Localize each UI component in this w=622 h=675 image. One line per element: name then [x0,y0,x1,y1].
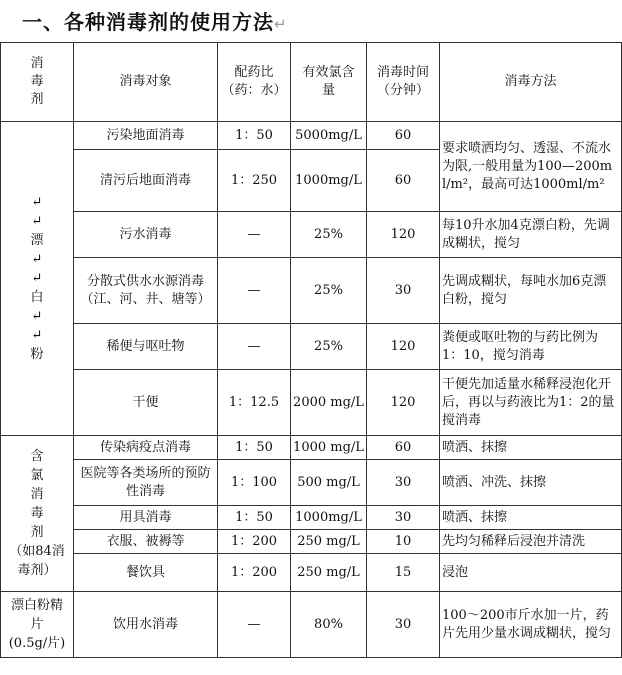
title-text: 一、各种消毒剂的使用方法 [22,10,274,34]
ratio-cell: — [218,324,291,370]
time-cell: 60 [367,150,440,212]
ratio-cell: 1：50 [218,436,291,460]
table-row [1,436,622,460]
time-cell: 120 [367,212,440,258]
method-cell: 先调成糊状，每吨水加6克漂白粉，搅匀 [440,258,622,324]
ratio-cell: 1：200 [218,554,291,592]
object-cell: 清污后地面消毒 [74,150,218,212]
header-row [1,43,622,122]
chlorine-cell: 25% [291,212,367,258]
table-row [1,258,622,324]
object-cell: 干便 [74,370,218,436]
chlorine-cell: 25% [291,324,367,370]
chlorine-cell: 1000mg/L [291,150,367,212]
chlorine-cell: 250 mg/L [291,554,367,592]
ratio-cell: 1：200 [218,530,291,554]
object-cell: 用具消毒 [74,506,218,530]
agent-cell-bleach: ↵ ↵ 漂 ↵ ↵ 白 ↵ ↵ 粉 [1,122,74,436]
time-cell: 60 [367,122,440,150]
table-row [1,324,622,370]
method-cell: 要求喷洒均匀、透湿、不流水为限,一般用量为100—200ml/m²，最高可达1000ml/m² [440,122,622,212]
table-row [1,460,622,506]
chlorine-cell: 80% [291,592,367,658]
header-ratio: 配药比 （药：水） [218,43,291,122]
header-time: 消毒时间 （分钟） [367,43,440,122]
chlorine-cell: 25% [291,258,367,324]
time-cell: 30 [367,258,440,324]
method-cell: 干便先加适量水稀释浸泡化开后，再以与药液比为1：2的量搅消毒 [440,370,622,436]
chlorine-cell: 2000 mg/L [291,370,367,436]
agent-cell-chlorine: 含 氯 消 毒 剂 （如84消毒剂） [1,436,74,592]
chlorine-cell: 1000mg/L [291,506,367,530]
time-cell: 30 [367,506,440,530]
method-cell: 粪便或呕吐物的与药比例为1：10，搅匀消毒 [440,324,622,370]
ratio-cell: 1：50 [218,506,291,530]
object-cell: 饮用水消毒 [74,592,218,658]
ratio-cell: — [218,212,291,258]
header-agent: 消 毒 剂 [1,43,74,122]
ratio-cell: — [218,592,291,658]
agent-cell-tablet: 漂白粉精 片 (0.5g/片) [1,592,74,658]
ratio-cell: 1：12.5 [218,370,291,436]
chlorine-cell: 500 mg/L [291,460,367,506]
chlorine-cell: 1000 mg/L [291,436,367,460]
method-cell: 每10升水加4克漂白粉，先调成糊状，搅匀 [440,212,622,258]
time-cell: 10 [367,530,440,554]
time-cell: 30 [367,460,440,506]
table-row [1,592,622,658]
table-row [1,554,622,592]
time-cell: 120 [367,370,440,436]
method-cell: 先均匀稀释后浸泡并清洗 [440,530,622,554]
time-cell: 60 [367,436,440,460]
header-method: 消毒方法 [440,43,622,122]
method-cell: 100～200市斤水加一片，药片先用少量水调成糊状，搅匀 [440,592,622,658]
time-cell: 30 [367,592,440,658]
object-cell: 传染病疫点消毒 [74,436,218,460]
ratio-cell: 1：250 [218,150,291,212]
table-row [1,506,622,530]
page-title [22,6,288,35]
chlorine-cell: 250 mg/L [291,530,367,554]
header-object: 消毒对象 [74,43,218,122]
object-cell: 分散式供水水源消毒（江、河、井、塘等） [74,258,218,324]
method-cell: 喷洒、冲洗、抹擦 [440,460,622,506]
method-cell: 浸泡 [440,554,622,592]
header-chlorine: 有效氯含 量 [291,43,367,122]
object-cell: 污染地面消毒 [74,122,218,150]
table-row [1,370,622,436]
chlorine-cell: 5000mg/L [291,122,367,150]
table-row [1,212,622,258]
ratio-cell: — [218,258,291,324]
object-cell: 衣服、被褥等 [74,530,218,554]
object-cell: 污水消毒 [74,212,218,258]
ratio-cell: 1：100 [218,460,291,506]
disinfectant-table [0,42,622,658]
time-cell: 15 [367,554,440,592]
method-cell: 喷洒、抹擦 [440,506,622,530]
method-cell: 喷洒、抹擦 [440,436,622,460]
ratio-cell: 1：50 [218,122,291,150]
object-cell: 餐饮具 [74,554,218,592]
time-cell: 120 [367,324,440,370]
object-cell: 医院等各类场所的预防性消毒 [74,460,218,506]
paragraph-mark: ↵ [274,15,288,33]
object-cell: 稀便与呕吐物 [74,324,218,370]
table-row [1,530,622,554]
table-row [1,122,622,150]
